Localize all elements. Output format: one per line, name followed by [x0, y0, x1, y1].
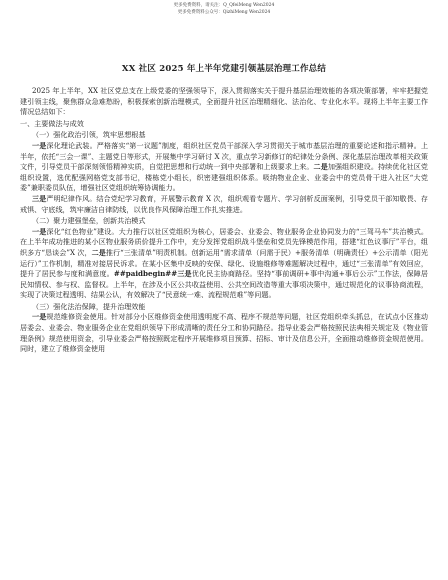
section-heading-1: 一、主要做法与成效 — [20, 118, 84, 128]
paragraph-lead: 二是 — [91, 247, 106, 257]
paid-marker: ##paidbegin## — [113, 269, 178, 279]
paragraph-lead: 一是 — [32, 312, 47, 322]
subsection-heading-3: （三）强化法治保障，提升治理效能 — [32, 301, 146, 311]
page-header — [20, 2, 428, 16]
header-line-2: 更多免费资料公众号：QizhiMeng Wen2024 — [177, 10, 271, 15]
paragraph-lead: 二是 — [313, 162, 328, 172]
header-line-1: 更多免费资料，请关注：Q_QfeiMeng Wen2024 — [173, 3, 275, 8]
document-title: XX 社区 2025 年上半年党建引领基层治理工作总结 — [121, 64, 327, 74]
paragraph-lead: 三是 — [32, 193, 47, 203]
paragraph-text: 规范维修资金使用。针对部分小区维修资金使用透明度不高、程序不规范等问题，社区党组织牵头抓总，在试点小区推动居委会、业委会、物业服务企业在党组织领导下形成清晰的责任分工和协同路径。指导业委会严格按照民法典相关规定及《物业管理条例》规范使用资金，引导业委会严格按照既定程序开展维修项目预算、招标、审计及信息公开，全面推动维修资金规范使用。同时，建立了维修资金使用 — [20, 312, 428, 354]
paragraph-3 — [20, 227, 428, 301]
paragraph-lead: 一是 — [32, 140, 47, 150]
paragraph-text: 推行“三张清单”明责机制。创新运用“需求清单（问需于民）+服务清单（明确责任）+公示清单（阳光运行）”工作机制，精准对接居民诉求。在某小区集中反映的安保、绿化、设施维修等难题解决过程中，通过“三张清单”有效回应，提升了居民参与度和满意度。 — [20, 247, 429, 279]
paragraph-1 — [20, 141, 428, 194]
paragraph-2 — [20, 194, 428, 215]
subsection-heading-1: （一）强化政治引领，筑牢思想根基 — [32, 130, 146, 140]
paragraph-text: 优化民主协商路径。坚持“事前调研+事中沟通+事后公示”工作法，保障居民知情权、参与权、监督权。上半年，在涉及小区公共收益使用、公共空间改造等重大事项决策中，通过规范化的议事协商流程，实现了决策过程透明、结果公认，有效解决了“民意统一难、流程规范难”等问题。 — [20, 269, 428, 300]
paragraph-lead: 三是 — [177, 269, 192, 279]
intro-paragraph: 2025 年上半年，XX 社区党总支在上级党委的坚强领导下，深入贯彻落实关于提升基层治理效能的各项决策部署，牢牢把握党建引领主线，聚焦群众急难愁盼，积极探索创新治理模式，全面提升社区治理精细化、法治化、专业化水平。现将上半年主要工作情况总结如下： — [20, 86, 428, 117]
subsection-heading-2: （二）聚力建强堡垒，创新共治模式 — [32, 216, 146, 226]
paragraph-text: 深化理论武装。严格落实“第一议题”制度，组织社区党员干部深入学习贯彻关于城市基层治理的重要论述和指示精神。上半年，依托“三会一课”、主题党日等形式，开展集中学习研讨 X 次，重点学习新修订的纪律处分条例、深化基层治理改革相关政策文件，引导党员干部深刻领悟精神实质，自觉把思想和行动统一到中央部署和上级要求上来。 — [20, 140, 429, 172]
paragraph-lead: 一是 — [32, 226, 47, 236]
paragraph-text: 加强组织建设。持续优化社区党组织设置，选优配强网格党支部书记，楼栋党小组长，织密建强组织体系。吸纳物业企业、业委会中的党员骨干进入社区“大党委”兼职委员队伍，增强社区党组织统筹协调能力。 — [20, 162, 429, 193]
paragraph-4 — [20, 312, 428, 354]
paragraph-text: 严明纪律作风。结合党纪学习教育，开展警示教育 X 次，组织观看专题片、学习剖析反面案例，引导党员干部知敬畏、存戒惧、守底线，筑牢廉洁自律防线，以优良作风保障治理工作扎实推进。 — [20, 193, 428, 214]
paragraph-text: 深化“红色物业”建设。大力推行以社区党组织为核心，居委会、业委会、物业服务企业协同发力的“三驾马车”共治模式。在上半年成功推进的某小区物业服务质价提升工作中，充分发挥党组织战斗堡垒和党员先锋模范作用，搭建“红色议事厅”平台，组织多方“恳谈会”X 次， — [20, 226, 428, 257]
